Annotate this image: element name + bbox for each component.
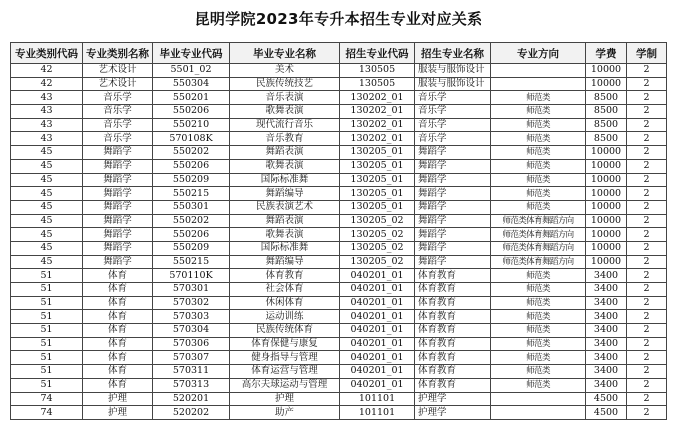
category-name-cell: 护理 [83,392,153,406]
category-code-cell: 42 [11,64,83,78]
graduate-major-code-cell: 570306 [153,337,230,351]
duration-cell: 2 [627,392,667,406]
tuition-cell: 4500 [586,406,627,420]
graduate-major-code-cell: 570313 [153,378,230,392]
major-direction-cell: 师范类体育舞蹈方向 [491,214,586,228]
graduate-major-code-cell: 550215 [153,187,230,201]
graduate-major-name-cell: 高尔夫球运动与管理 [230,378,340,392]
table-row [11,283,667,297]
graduate-major-name-cell: 助产 [230,406,340,420]
enroll-major-code-cell: 040201_01 [340,296,415,310]
category-code-cell: 51 [11,283,83,297]
category-code-cell: 51 [11,365,83,379]
tuition-cell: 8500 [586,118,627,132]
table-row [11,241,667,255]
duration-cell: 2 [627,283,667,297]
table-row [11,324,667,338]
enroll-major-name-cell: 音乐学 [415,91,491,105]
enroll-major-name-cell: 舞蹈学 [415,228,491,242]
enroll-major-name-cell: 体育教育 [415,310,491,324]
table-row [11,64,667,78]
duration-cell: 2 [627,324,667,338]
graduate-major-code-cell: 550206 [153,159,230,173]
header-enroll-major-code: 招生专业代码 [340,43,415,64]
category-code-cell: 45 [11,159,83,173]
duration-cell: 2 [627,64,667,78]
category-name-cell: 舞蹈学 [83,187,153,201]
graduate-major-code-cell: 520201 [153,392,230,406]
tuition-cell: 3400 [586,365,627,379]
graduate-major-code-cell: 550206 [153,105,230,119]
major-direction-cell: 师范类 [491,337,586,351]
graduate-major-code-cell: 550202 [153,146,230,160]
enroll-major-code-cell: 040201_01 [340,324,415,338]
category-name-cell: 艺术设计 [83,64,153,78]
tuition-cell: 10000 [586,77,627,91]
category-code-cell: 43 [11,132,83,146]
graduate-major-code-cell: 570303 [153,310,230,324]
category-name-cell: 护理 [83,406,153,420]
graduate-major-name-cell: 舞蹈表演 [230,146,340,160]
major-correspondence-table [10,42,667,420]
category-code-cell: 51 [11,310,83,324]
graduate-major-code-cell: 570110K [153,269,230,283]
category-name-cell: 舞蹈学 [83,241,153,255]
graduate-major-code-cell: 550206 [153,228,230,242]
graduate-major-name-cell: 国际标准舞 [230,241,340,255]
duration-cell: 2 [627,296,667,310]
graduate-major-code-cell: 550301 [153,200,230,214]
enroll-major-code-cell: 040201_01 [340,378,415,392]
enroll-major-name-cell: 服装与服饰设计 [415,77,491,91]
tuition-cell: 3400 [586,351,627,365]
enroll-major-code-cell: 130202_01 [340,91,415,105]
major-direction-cell: 师范类 [491,378,586,392]
enroll-major-name-cell: 服装与服饰设计 [415,64,491,78]
enroll-major-name-cell: 护理学 [415,392,491,406]
graduate-major-name-cell: 舞蹈表演 [230,214,340,228]
graduate-major-name-cell: 国际标准舞 [230,173,340,187]
enroll-major-name-cell: 音乐学 [415,132,491,146]
table-row [11,378,667,392]
duration-cell: 2 [627,118,667,132]
duration-cell: 2 [627,378,667,392]
enroll-major-code-cell: 040201_01 [340,365,415,379]
enroll-major-code-cell: 130205_02 [340,214,415,228]
duration-cell: 2 [627,146,667,160]
category-code-cell: 45 [11,187,83,201]
graduate-major-name-cell: 现代流行音乐 [230,118,340,132]
category-code-cell: 51 [11,337,83,351]
enroll-major-code-cell: 130505 [340,77,415,91]
enroll-major-name-cell: 体育教育 [415,378,491,392]
enroll-major-code-cell: 040201_01 [340,269,415,283]
category-code-cell: 51 [11,351,83,365]
duration-cell: 2 [627,187,667,201]
enroll-major-code-cell: 130202_01 [340,118,415,132]
enroll-major-code-cell: 130202_01 [340,132,415,146]
major-direction-cell [491,64,586,78]
tuition-cell: 3400 [586,324,627,338]
major-direction-cell: 师范类 [491,296,586,310]
enroll-major-code-cell: 130205_02 [340,241,415,255]
category-name-cell: 舞蹈学 [83,255,153,269]
major-direction-cell: 师范类 [491,200,586,214]
header-major-direction: 专业方向 [491,43,586,64]
duration-cell: 2 [627,310,667,324]
table-row [11,406,667,420]
enroll-major-name-cell: 舞蹈学 [415,200,491,214]
duration-cell: 2 [627,351,667,365]
enroll-major-code-cell: 040201_01 [340,283,415,297]
enroll-major-name-cell: 体育教育 [415,296,491,310]
enroll-major-name-cell: 音乐学 [415,118,491,132]
tuition-cell: 4500 [586,392,627,406]
category-name-cell: 舞蹈学 [83,173,153,187]
enroll-major-code-cell: 130205_02 [340,228,415,242]
major-direction-cell: 师范类 [491,187,586,201]
graduate-major-code-cell: 550201 [153,91,230,105]
graduate-major-name-cell: 休闲体育 [230,296,340,310]
category-name-cell: 体育 [83,269,153,283]
major-direction-cell: 师范类 [491,283,586,297]
graduate-major-code-cell: 570302 [153,296,230,310]
category-code-cell: 45 [11,146,83,160]
table-row [11,214,667,228]
tuition-cell: 8500 [586,132,627,146]
table-row [11,255,667,269]
graduate-major-name-cell: 舞蹈编导 [230,187,340,201]
category-code-cell: 51 [11,378,83,392]
graduate-major-code-cell: 550209 [153,173,230,187]
table-body [11,64,667,420]
enroll-major-code-cell: 101101 [340,392,415,406]
graduate-major-code-cell: 570311 [153,365,230,379]
major-direction-cell: 师范类 [491,173,586,187]
graduate-major-name-cell: 歌舞表演 [230,159,340,173]
category-name-cell: 舞蹈学 [83,228,153,242]
duration-cell: 2 [627,365,667,379]
graduate-major-name-cell: 民族传统体育 [230,324,340,338]
major-direction-cell: 师范类体育舞蹈方向 [491,255,586,269]
enroll-major-code-cell: 130202_01 [340,105,415,119]
enroll-major-code-cell: 130505 [340,64,415,78]
graduate-major-code-cell: 570301 [153,283,230,297]
enroll-major-name-cell: 舞蹈学 [415,173,491,187]
graduate-major-name-cell: 音乐表演 [230,91,340,105]
category-name-cell: 体育 [83,324,153,338]
enroll-major-code-cell: 040201_01 [340,351,415,365]
category-name-cell: 体育 [83,365,153,379]
graduate-major-name-cell: 体育教育 [230,269,340,283]
header-duration: 学制 [627,43,667,64]
duration-cell: 2 [627,337,667,351]
duration-cell: 2 [627,105,667,119]
category-code-cell: 45 [11,228,83,242]
graduate-major-name-cell: 运动训练 [230,310,340,324]
page-title: 昆明学院2023年专升本招生专业对应关系 [194,10,483,28]
table-row [11,159,667,173]
table-row [11,146,667,160]
table-row [11,310,667,324]
graduate-major-name-cell: 体育保健与康复 [230,337,340,351]
category-code-cell: 45 [11,214,83,228]
duration-cell: 2 [627,77,667,91]
category-code-cell: 74 [11,392,83,406]
enroll-major-name-cell: 舞蹈学 [415,159,491,173]
graduate-major-name-cell: 舞蹈编导 [230,255,340,269]
enroll-major-code-cell: 130205_01 [340,159,415,173]
duration-cell: 2 [627,159,667,173]
header-enroll-major-name: 招生专业名称 [415,43,491,64]
enroll-major-name-cell: 体育教育 [415,351,491,365]
enroll-major-code-cell: 040201_01 [340,310,415,324]
major-direction-cell: 师范类 [491,351,586,365]
major-direction-cell: 师范类 [491,159,586,173]
header-graduate-major-code: 毕业专业代码 [153,43,230,64]
duration-cell: 2 [627,214,667,228]
duration-cell: 2 [627,173,667,187]
graduate-major-name-cell: 民族表演艺术 [230,200,340,214]
major-direction-cell: 师范类 [491,118,586,132]
table-row [11,392,667,406]
tuition-cell: 10000 [586,159,627,173]
major-direction-cell: 师范类体育舞蹈方向 [491,228,586,242]
tuition-cell: 10000 [586,200,627,214]
graduate-major-code-cell: 550202 [153,214,230,228]
graduate-major-code-cell: 550304 [153,77,230,91]
header-category-name: 专业类别名称 [83,43,153,64]
category-name-cell: 舞蹈学 [83,200,153,214]
graduate-major-code-cell: 550209 [153,241,230,255]
duration-cell: 2 [627,200,667,214]
table-row [11,187,667,201]
tuition-cell: 10000 [586,255,627,269]
table-row [11,337,667,351]
tuition-cell: 8500 [586,91,627,105]
major-direction-cell: 师范类体育舞蹈方向 [491,241,586,255]
tuition-cell: 10000 [586,173,627,187]
category-name-cell: 体育 [83,296,153,310]
table-row [11,132,667,146]
category-code-cell: 74 [11,406,83,420]
category-code-cell: 42 [11,77,83,91]
category-code-cell: 45 [11,241,83,255]
enroll-major-name-cell: 舞蹈学 [415,146,491,160]
table-header-row [11,43,667,64]
table-row [11,365,667,379]
category-name-cell: 音乐学 [83,132,153,146]
enroll-major-code-cell: 130205_02 [340,255,415,269]
header-graduate-major-name: 毕业专业名称 [230,43,340,64]
category-name-cell: 体育 [83,337,153,351]
category-name-cell: 艺术设计 [83,77,153,91]
category-name-cell: 体育 [83,283,153,297]
category-name-cell: 舞蹈学 [83,146,153,160]
category-name-cell: 体育 [83,378,153,392]
graduate-major-name-cell: 社会体育 [230,283,340,297]
enroll-major-name-cell: 音乐学 [415,105,491,119]
duration-cell: 2 [627,255,667,269]
category-code-cell: 45 [11,200,83,214]
category-code-cell: 51 [11,269,83,283]
duration-cell: 2 [627,228,667,242]
header-tuition: 学费 [586,43,627,64]
category-name-cell: 舞蹈学 [83,159,153,173]
graduate-major-code-cell: 570108K [153,132,230,146]
graduate-major-name-cell: 音乐教育 [230,132,340,146]
major-direction-cell: 师范类 [491,310,586,324]
enroll-major-code-cell: 130205_01 [340,146,415,160]
tuition-cell: 10000 [586,241,627,255]
duration-cell: 2 [627,269,667,283]
graduate-major-code-cell: 520202 [153,406,230,420]
category-name-cell: 体育 [83,351,153,365]
table-row [11,91,667,105]
header-category-code: 专业类别代码 [11,43,83,64]
enroll-major-name-cell: 舞蹈学 [415,187,491,201]
category-name-cell: 舞蹈学 [83,214,153,228]
category-code-cell: 51 [11,296,83,310]
tuition-cell: 10000 [586,187,627,201]
major-direction-cell: 师范类 [491,91,586,105]
duration-cell: 2 [627,132,667,146]
table-row [11,269,667,283]
enroll-major-code-cell: 130205_01 [340,173,415,187]
graduate-major-name-cell: 歌舞表演 [230,105,340,119]
category-code-cell: 45 [11,255,83,269]
enroll-major-name-cell: 舞蹈学 [415,214,491,228]
graduate-major-code-cell: 550210 [153,118,230,132]
tuition-cell: 10000 [586,214,627,228]
enroll-major-name-cell: 体育教育 [415,365,491,379]
enroll-major-name-cell: 体育教育 [415,324,491,338]
enroll-major-code-cell: 130205_01 [340,200,415,214]
enroll-major-name-cell: 舞蹈学 [415,255,491,269]
tuition-cell: 3400 [586,378,627,392]
major-direction-cell: 师范类 [491,269,586,283]
enroll-major-name-cell: 体育教育 [415,283,491,297]
graduate-major-name-cell: 民族传统技艺 [230,77,340,91]
table-row [11,118,667,132]
duration-cell: 2 [627,406,667,420]
duration-cell: 2 [627,241,667,255]
enroll-major-name-cell: 体育教育 [415,337,491,351]
graduate-major-name-cell: 体育运营与管理 [230,365,340,379]
enroll-major-code-cell: 130205_01 [340,187,415,201]
major-direction-cell [491,392,586,406]
tuition-cell: 10000 [586,228,627,242]
tuition-cell: 8500 [586,105,627,119]
category-code-cell: 43 [11,118,83,132]
table-row [11,105,667,119]
table-row [11,228,667,242]
tuition-cell: 3400 [586,283,627,297]
tuition-cell: 3400 [586,337,627,351]
major-direction-cell: 师范类 [491,324,586,338]
table-row [11,351,667,365]
graduate-major-name-cell: 美术 [230,64,340,78]
category-name-cell: 音乐学 [83,91,153,105]
table-row [11,296,667,310]
graduate-major-code-cell: 550215 [153,255,230,269]
graduate-major-code-cell: 570307 [153,351,230,365]
category-code-cell: 43 [11,91,83,105]
duration-cell: 2 [627,91,667,105]
major-direction-cell [491,77,586,91]
graduate-major-code-cell: 570304 [153,324,230,338]
category-name-cell: 体育 [83,310,153,324]
table-row [11,173,667,187]
table-row [11,200,667,214]
major-direction-cell: 师范类 [491,146,586,160]
tuition-cell: 10000 [586,146,627,160]
major-direction-cell: 师范类 [491,132,586,146]
enroll-major-name-cell: 舞蹈学 [415,241,491,255]
category-code-cell: 43 [11,105,83,119]
tuition-cell: 3400 [586,269,627,283]
major-direction-cell: 师范类 [491,105,586,119]
enroll-major-code-cell: 101101 [340,406,415,420]
graduate-major-name-cell: 歌舞表演 [230,228,340,242]
category-code-cell: 45 [11,173,83,187]
tuition-cell: 3400 [586,296,627,310]
major-direction-cell: 师范类 [491,365,586,379]
graduate-major-name-cell: 护理 [230,392,340,406]
category-code-cell: 51 [11,324,83,338]
category-name-cell: 音乐学 [83,118,153,132]
major-direction-cell [491,406,586,420]
table-row [11,77,667,91]
graduate-major-name-cell: 健身指导与管理 [230,351,340,365]
tuition-cell: 10000 [586,64,627,78]
enroll-major-name-cell: 体育教育 [415,269,491,283]
category-name-cell: 音乐学 [83,105,153,119]
enroll-major-code-cell: 040201_01 [340,337,415,351]
enroll-major-name-cell: 护理学 [415,406,491,420]
tuition-cell: 3400 [586,310,627,324]
graduate-major-code-cell: 5501_02 [153,64,230,78]
